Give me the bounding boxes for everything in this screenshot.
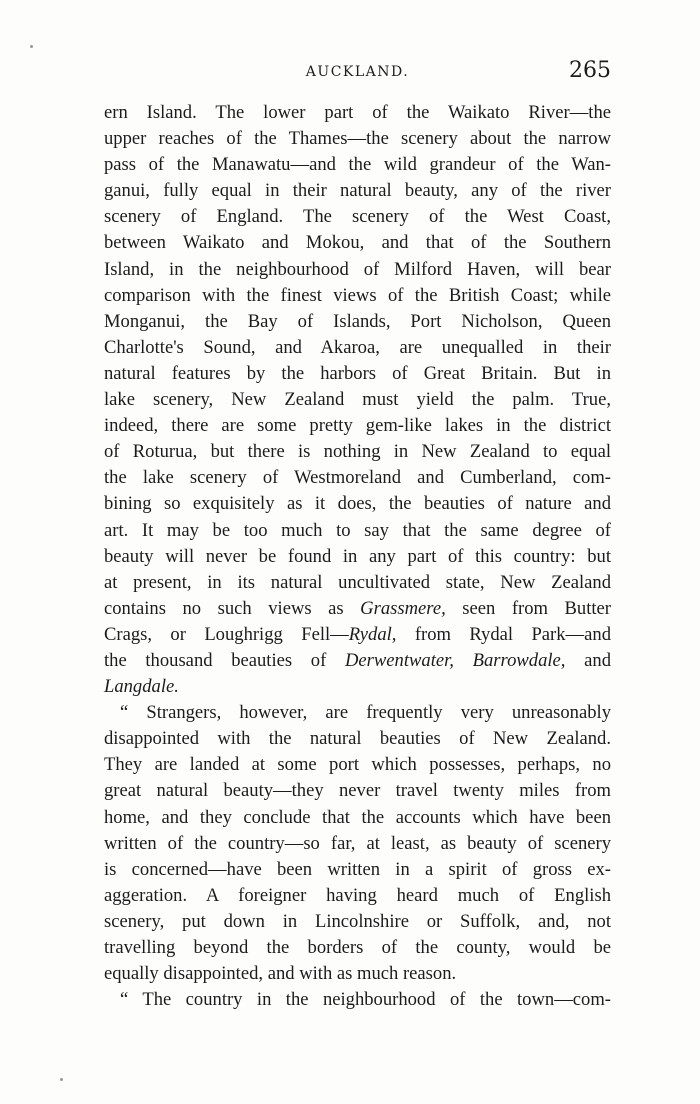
text-line: indeed, there are some pretty gem-like lakes in the district	[104, 415, 611, 437]
text-line: scenery, put down in Lincolnshire or Suffolk, and, not	[104, 910, 611, 932]
text-line: Charlotte's Sound, and Akaroa, are unequalled in their	[104, 336, 611, 358]
text-span: contains no such views as	[104, 597, 344, 619]
text-span: seen from Butter	[462, 597, 611, 619]
italic-place-name: Langdale.	[104, 676, 179, 698]
text-line: scenery of England. The scenery of the West Coast,	[104, 206, 611, 228]
text-line: Island, in the neighbourhood of Milford Haven, will bear	[104, 258, 611, 280]
text-line: home, and they conclude that the accounts which have been	[104, 806, 611, 828]
text-line: Monganui, the Bay of Islands, Port Nicholson, Queen	[104, 310, 611, 332]
text-line: natural features by the harbors of Great Britain. But in	[104, 362, 611, 384]
page-number: 265	[569, 58, 611, 83]
text-line: aggeration. A foreigner having heard much of English	[104, 884, 611, 906]
text-line-mixed	[104, 622, 611, 648]
italic-place-name: Rydal,	[348, 623, 397, 645]
text-line: at present, in its natural uncultivated state, New Zealand	[104, 571, 611, 593]
speck-mark	[30, 45, 33, 48]
text-line: the lake scenery of Westmoreland and Cumberland, com-	[104, 467, 611, 489]
text-line: beauty will never be found in any part of this country: but	[104, 545, 611, 567]
text-line: travelling beyond the borders of the county, would be	[104, 937, 611, 958]
text-line: comparison with the finest views of the British Coast; while	[104, 284, 611, 306]
text-line: lake scenery, New Zealand must yield the palm. True,	[104, 389, 611, 411]
text-line: pass of the Manawatu—and the wild grandeur of the Wan-	[104, 154, 611, 176]
text-line: “ Strangers, however, are frequently very unreasonably	[120, 702, 611, 724]
text-line: equally disappointed, and with as much reason.	[104, 963, 457, 985]
text-line: disappointed with the natural beauties of New Zealand.	[104, 728, 611, 750]
text-line: written of the country—so far, at least, as beauty of scenery	[104, 832, 611, 854]
text-span: and	[584, 649, 611, 671]
text-line-mixed	[104, 648, 611, 674]
running-head	[104, 60, 611, 88]
running-title: AUCKLAND.	[305, 64, 410, 80]
text-span: the thousand beauties of	[104, 649, 327, 671]
text-line-mixed	[104, 596, 611, 622]
text-line: art. It may be too much to say that the same degree of	[104, 519, 611, 541]
text-line: between Waikato and Mokou, and that of the Southern	[104, 232, 611, 254]
text-line: upper reaches of the Thames—the scenery about the narrow	[104, 128, 611, 150]
text-line: of Roturua, but there is nothing in New Zealand to equal	[104, 441, 611, 463]
text-line: ern Island. The lower part of the Waikato River—the	[104, 102, 611, 123]
text-line: “ The country in the neighbourhood of the town—com-	[120, 989, 611, 1011]
body-text	[104, 100, 611, 1013]
italic-place-name: Barrowdale,	[472, 649, 566, 671]
text-span: Crags, or Loughrigg Fell—	[104, 623, 349, 645]
speck-mark	[60, 1078, 63, 1081]
italic-place-name: Derwentwater,	[344, 649, 454, 671]
italic-place-name: Grassmere,	[360, 597, 446, 619]
text-span: from Rydal Park—and	[414, 623, 611, 645]
text-line: is concerned—have been written in a spirit of gross ex-	[104, 858, 611, 880]
text-line: ganui, fully equal in their natural beauty, any of the river	[104, 180, 611, 202]
text-line: bining so exquisitely as it does, the beauties of nature and	[104, 493, 611, 515]
text-line: great natural beauty—they never travel twenty miles from	[104, 780, 611, 802]
text-line-mixed	[104, 674, 611, 700]
text-line: They are landed at some port which possesses, perhaps, no	[104, 754, 611, 776]
